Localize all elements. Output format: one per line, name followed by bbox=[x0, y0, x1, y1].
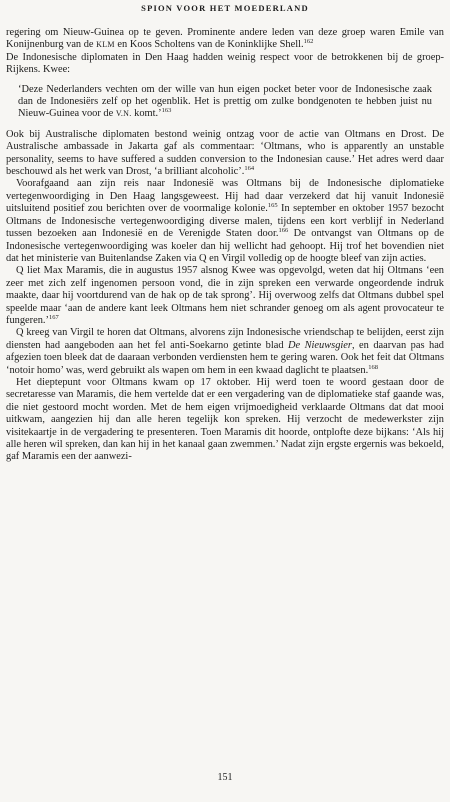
text-run: Q kreeg van Virgil te horen dat Oltmans, alvorens zijn Indonesische vriendschap te belijden, eerst zijn diensten had aangeboden aan het fel anti-Soekarno getinte blad bbox=[6, 327, 444, 351]
paragraph-6 bbox=[6, 265, 444, 327]
running-head: SPION VOOR HET MOEDERLAND bbox=[141, 3, 309, 13]
text-run: Ook bij Australische diplomaten bestond weinig ontzag voor de actie van Oltmans en Drost. De Australische ambassade in Jakarta gaf als commentaar: ‘Oltmans, who is apparently an unstable personality, seems to have suffered a sudden conversion to the Indonesian cause.’ Het adres werd daar beschouwd als het werk van Drost, ‘a brilliant alcoholic’. bbox=[6, 128, 444, 178]
footnote-ref: 167 bbox=[48, 313, 59, 321]
text-run: en Koos Scholtens van de Koninklijke Shell. bbox=[114, 39, 304, 51]
block-quote bbox=[18, 84, 432, 121]
text-run: De ontvangst van Oltmans op de Indonesische vertegenwoordiging was koeler dan hij wellicht had gehoopt. Hij trof het bovendien niet dat het ministerie van Buitenlandse Zaken via Q en Virgil volledig op de hoogte bleef van zijn acties. bbox=[6, 228, 444, 264]
footnote-ref: 162 bbox=[303, 38, 314, 46]
paragraph-5 bbox=[6, 178, 444, 265]
text-run: regering om Nieuw-Guinea op te geven. Prominente andere leden van deze groep waren Emile van Konijnenburg van de bbox=[6, 27, 444, 51]
text-run: In september en oktober 1957 bezocht Oltmans de Indonesische vertegenwoordiging diverse malen, tijdens een kort verblijf in Nederland tussen bezoeken aan Indonesië en de Verenigde Staten door. bbox=[6, 203, 444, 240]
paragraph-4 bbox=[6, 129, 444, 179]
page-number: 151 bbox=[217, 772, 233, 783]
text-run: komt.’ bbox=[131, 108, 162, 120]
paragraph-7 bbox=[6, 327, 444, 377]
paragraph-1 bbox=[6, 27, 444, 52]
body-text bbox=[6, 27, 444, 464]
text-run: , en daarvan pas had afgezien toen bleek dat de daaraan verbonden verdiensten hem te gering waren. Ook het feit dat Oltmans ‘notoir homo’ was, werd gebruikt als wapen om hem in een kwaad daglicht te plaatsen. bbox=[6, 339, 444, 376]
footnote-ref: 164 bbox=[244, 165, 255, 173]
footnote-ref: 166 bbox=[278, 227, 289, 235]
text-run: De Indonesische diplomaten in Den Haag hadden weinig respect voor de betrokkenen bij de groep-Rijkens. Kwee: bbox=[6, 51, 444, 76]
footnote-ref: 168 bbox=[368, 363, 378, 371]
small-caps-run: KLM bbox=[96, 40, 115, 50]
footnote-ref: 163 bbox=[161, 107, 172, 115]
paragraph-8 bbox=[6, 377, 444, 464]
small-caps-run: V.N. bbox=[115, 109, 132, 119]
paragraph-2 bbox=[6, 52, 444, 77]
italic-title: De Nieuwsgier bbox=[288, 339, 352, 351]
text-run: Voorafgaand aan zijn reis naar Indonesië was Oltmans bij de Indonesische diplomatieke vertegenwoordiging in Den Haag langsgeweest. Hij had daar verzekerd dat hij vanuit Indonesië uitsluitend positief zou berichten over de voormalige kolonie. bbox=[6, 178, 444, 215]
text-run: Q liet Max Maramis, die in augustus 1957 alsnog Kwee was opgevolgd, weten dat hij Oltmans ‘een zeer met zich zelf ingenomen persoon vond, die in zijn spreken een verwarde ongeordende indruk maakte, daar hij voortdurend van de hak op de tak sprong’. Hij overwoog zelfs dat Oltmans dubbel spel speelde maar ‘aan de andere kant leek Oltmans hem niet schrander genoeg om als agent provocateur te fungeren.’ bbox=[6, 265, 444, 326]
footnote-ref: 165 bbox=[267, 202, 278, 210]
text-run: ‘Deze Nederlanders vechten om der wille van hun eigen pocket beter voor de Indonesische zaak dan de Indonesiërs zelf op het ogenblik. Het is prettig om zulke bondgenoten te hebben juist nu Nieuw-Guinea voor de bbox=[18, 83, 432, 120]
text-run: Het dieptepunt voor Oltmans kwam op 17 oktober. Hij werd toen te woord gestaan door de secretaresse van Maramis, die hem vertelde dat er een vergadering van de diplomatieke staf gaande was, die niet gestoord mocht worden. Met de hem eigen vrijmoedigheid verklaarde Oltmans dat dat mooi uitkwam, aangezien hij dan alle heren tegelijk kon spreken. Hij verzocht de medewerkster zijn visitekaartje in de vergadering te presenteren. Toen Maramis dit hoorde, ontplofte deze bijkans: ‘Als hij alle heren wil spreken, dan kan hij in het kanaal gaan zwemmen.’ Nadat zijn ergste ergernis was bekoeld, gaf Maramis een der aanwezi- bbox=[6, 376, 444, 463]
